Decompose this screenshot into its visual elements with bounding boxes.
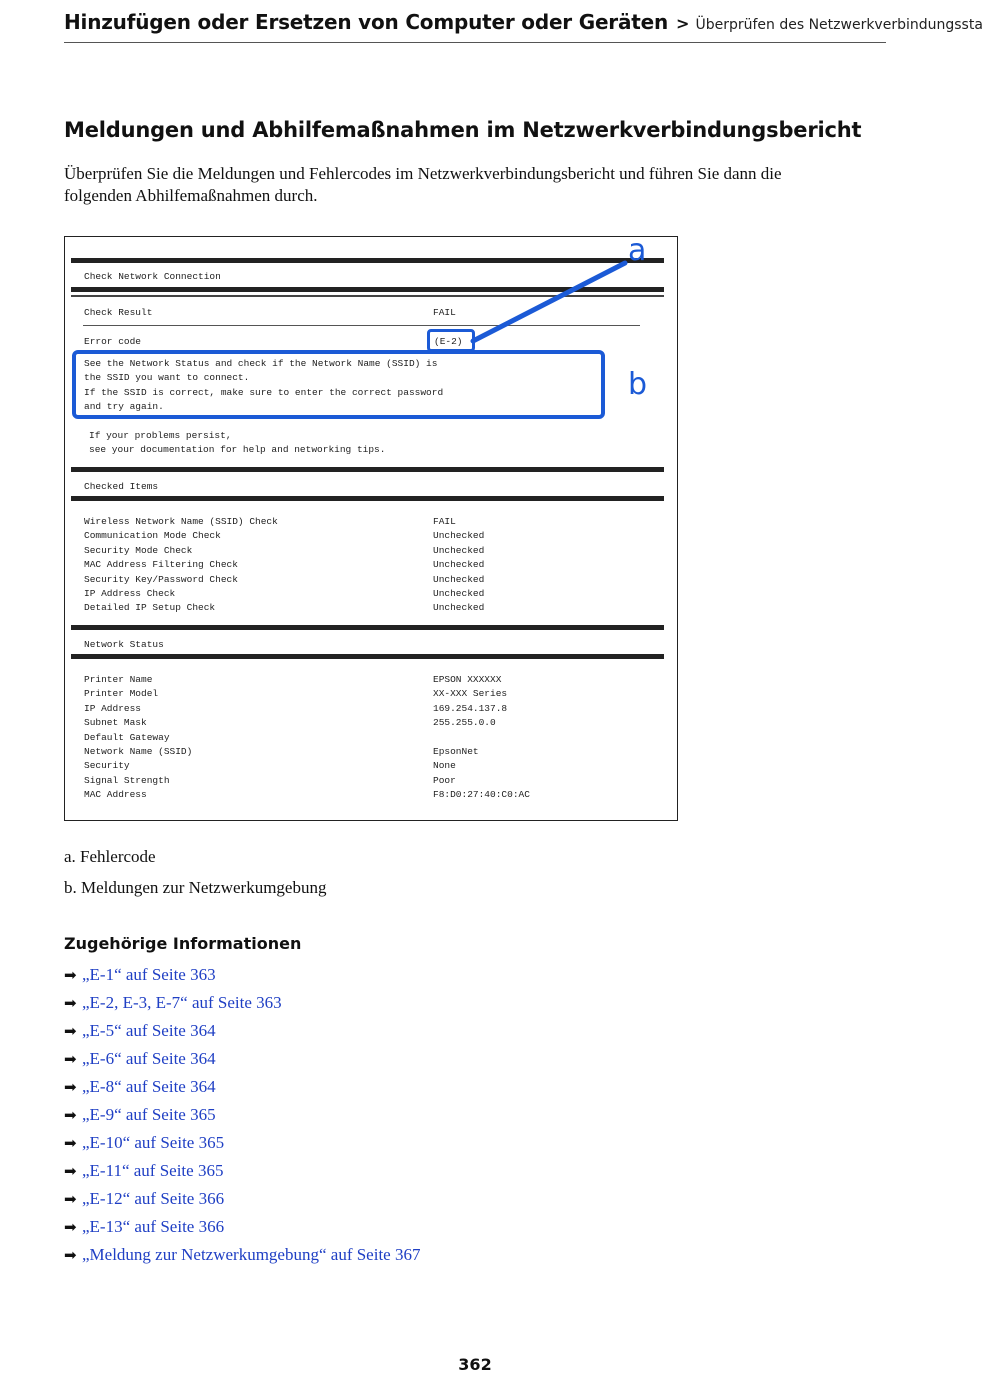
network-status-label: Printer Model: [84, 688, 159, 699]
arrow-right-icon: ➡: [64, 994, 77, 1012]
checked-item-label: MAC Address Filtering Check: [84, 559, 238, 570]
network-status-value: 255.255.0.0: [433, 717, 496, 728]
breadcrumb-chapter[interactable]: Hinzufügen oder Ersetzen von Computer oder Geräten: [64, 10, 669, 34]
network-status-label: Default Gateway: [84, 732, 170, 743]
related-link[interactable]: „E-12“ auf Seite 366: [82, 1189, 225, 1208]
checked-item-value: Unchecked: [433, 602, 485, 613]
report-rule: [71, 496, 664, 501]
checked-item-label: Security Key/Password Check: [84, 574, 238, 585]
checked-item-label: Communication Mode Check: [84, 530, 221, 541]
related-link[interactable]: „Meldung zur Netzwerkumgebung“ auf Seite 367: [82, 1245, 421, 1264]
checked-item-label: Security Mode Check: [84, 545, 193, 556]
arrow-right-icon: ➡: [64, 1078, 77, 1096]
network-status-label: MAC Address: [84, 789, 147, 800]
callout-box-messages: [72, 350, 605, 419]
network-status-value: EPSON XXXXXX: [433, 674, 502, 685]
network-status-value: Poor: [433, 775, 456, 786]
checked-item-value: Unchecked: [433, 559, 485, 570]
breadcrumb-separator: >: [676, 14, 690, 33]
related-link-item: [64, 1049, 420, 1077]
related-link-item: [64, 993, 420, 1021]
network-status-label: Network Name (SSID): [84, 746, 193, 757]
related-link[interactable]: „E-8“ auf Seite 364: [82, 1077, 216, 1096]
related-link[interactable]: „E-9“ auf Seite 365: [82, 1105, 216, 1124]
related-link[interactable]: „E-1“ auf Seite 363: [82, 965, 216, 984]
breadcrumb-section[interactable]: Überprüfen des Netzwerkverbindungssta: [695, 17, 983, 33]
arrow-right-icon: ➡: [64, 1246, 77, 1264]
report-rule: [71, 654, 664, 659]
checked-item-label: Wireless Network Name (SSID) Check: [84, 516, 278, 527]
related-link-item: [64, 1161, 420, 1189]
related-link-item: [64, 1245, 420, 1273]
related-info-heading: Zugehörige Informationen: [64, 934, 302, 953]
checked-item-label: IP Address Check: [84, 588, 176, 599]
legend-item-b: b. Meldungen zur Netzwerkumgebung: [64, 878, 327, 897]
report-help-line: see your documentation for help and networking tips.: [89, 444, 386, 455]
report-message-line: and try again.: [84, 401, 164, 412]
arrow-right-icon: ➡: [64, 1218, 77, 1236]
report-rule: [71, 467, 664, 472]
network-status-heading: Network Status: [84, 639, 164, 650]
arrow-right-icon: ➡: [64, 1190, 77, 1208]
report-message-line: If the SSID is correct, make sure to enter the correct password: [84, 387, 444, 398]
check-result-label: Check Result: [84, 307, 153, 318]
callout-label-a: a: [628, 233, 647, 268]
report-help-line: If your problems persist,: [89, 430, 232, 441]
checked-item-label: Detailed IP Setup Check: [84, 602, 216, 613]
network-status-label: Subnet Mask: [84, 717, 147, 728]
breadcrumb: [64, 10, 983, 43]
related-link[interactable]: „E-11“ auf Seite 365: [82, 1161, 224, 1180]
callout-box-error-code: [427, 329, 475, 352]
network-status-value: F8:D0:27:40:C0:AC: [433, 789, 530, 800]
arrow-right-icon: ➡: [64, 1106, 77, 1124]
arrow-right-icon: ➡: [64, 1050, 77, 1068]
network-status-value: EpsonNet: [433, 746, 479, 757]
related-links-list: [64, 965, 420, 1273]
intro-paragraph: Überprüfen Sie die Meldungen und Fehlercodes im Netzwerkverbindungsbericht und führen Sie dann die folgenden Abhilfemaßnahmen durch.: [64, 164, 782, 205]
arrow-right-icon: ➡: [64, 1162, 77, 1180]
related-link[interactable]: „E-6“ auf Seite 364: [82, 1049, 216, 1068]
report-heading: Check Network Connection: [84, 271, 221, 282]
related-link-item: [64, 1105, 420, 1133]
legend-item-a: a. Fehlercode: [64, 847, 156, 866]
report-message-line: See the Network Status and check if the Network Name (SSID) is: [84, 358, 438, 369]
report-message-line: the SSID you want to connect.: [84, 372, 250, 383]
related-link-item: [64, 1217, 420, 1245]
callout-label-b: b: [628, 367, 648, 402]
network-status-label: Security: [84, 760, 130, 771]
arrow-right-icon: ➡: [64, 1022, 77, 1040]
error-code-label: Error code: [84, 336, 142, 347]
page-number: 362: [458, 1355, 492, 1374]
error-code-value: (E-2): [434, 336, 463, 347]
related-link-item: [64, 1021, 420, 1049]
network-status-value: None: [433, 760, 456, 771]
checked-item-value: Unchecked: [433, 574, 485, 585]
network-status-label: IP Address: [84, 703, 142, 714]
checked-item-value: Unchecked: [433, 530, 485, 541]
check-result-value: FAIL: [433, 307, 456, 318]
network-status-value: 169.254.137.8: [433, 703, 508, 714]
related-link-item: [64, 1189, 420, 1217]
network-status-label: Signal Strength: [84, 775, 170, 786]
related-link[interactable]: „E-2, E-3, E-7“ auf Seite 363: [82, 993, 282, 1012]
checked-items-heading: Checked Items: [84, 481, 159, 492]
arrow-right-icon: ➡: [64, 966, 77, 984]
related-link[interactable]: „E-5“ auf Seite 364: [82, 1021, 216, 1040]
page-title: Meldungen und Abhilfemaßnahmen im Netzwerkverbindungsbericht: [64, 118, 862, 142]
checked-item-value: Unchecked: [433, 545, 485, 556]
network-status-value: XX-XXX Series: [433, 688, 508, 699]
report-rule: [71, 625, 664, 630]
related-link-item: [64, 965, 420, 993]
related-link-item: [64, 1133, 420, 1161]
related-link-item: [64, 1077, 420, 1105]
checked-item-value: Unchecked: [433, 588, 485, 599]
network-status-label: Printer Name: [84, 674, 153, 685]
callout-line-a: [65, 237, 677, 367]
checked-item-value: FAIL: [433, 516, 456, 527]
related-link[interactable]: „E-10“ auf Seite 365: [82, 1133, 225, 1152]
network-report-image: [64, 233, 678, 821]
related-link[interactable]: „E-13“ auf Seite 366: [82, 1217, 225, 1236]
arrow-right-icon: ➡: [64, 1134, 77, 1152]
